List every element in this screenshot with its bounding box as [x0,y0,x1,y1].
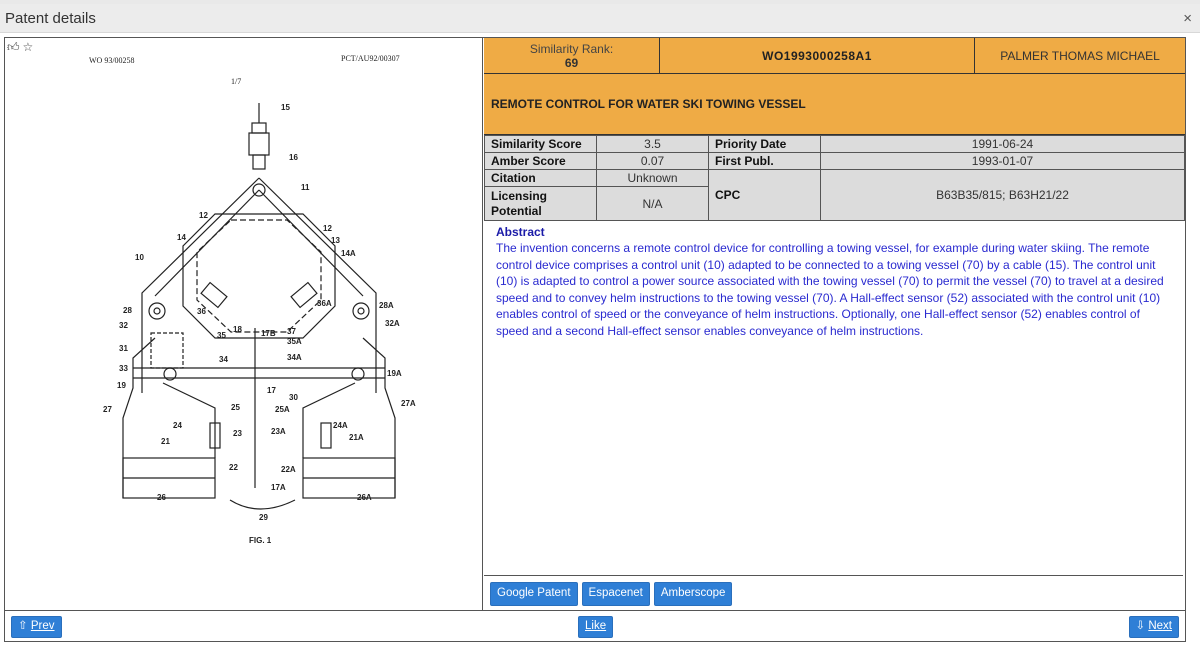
svg-text:28A: 28A [379,301,394,310]
svg-text:17: 17 [267,386,276,395]
svg-text:21: 21 [161,437,170,446]
patent-title-bar [484,74,1185,135]
priority-date-label: Priority Date [709,136,821,153]
abstract-section [484,221,1183,576]
patent-figure [5,38,483,610]
svg-text:36A: 36A [317,299,332,308]
prev-label: Prev [30,620,55,632]
patent-header [484,38,1185,74]
figure-caption: FIG. 1 [249,536,272,545]
close-icon[interactable]: × [1183,10,1192,27]
drawing-actions [7,40,36,55]
svg-text:22A: 22A [281,465,296,474]
svg-text:36: 36 [197,307,206,316]
svg-text:24A: 24A [333,421,348,430]
drawing-header-left: WO 93/00258 [89,56,135,65]
abstract-text: The invention concerns a remote control device for controlling a towing vessel, for example during water skiing. The remote control device comprises a control unit (10) adapted to be connected to a towing vessel (70) by a cable (15). The control unit (10) is adapted to control a power source associated with the towing vessel (70) to permit the vessel (70) to travel at a desired speed and to convey helm instructions to the towing vessel (70). A Hall-effect sensor (52) associated with the control unit (10) enables control of speed or the conveyance of helm instructions. Optionally, one Hall-effect sensor (52) enables control of speed and a second Hall-effect sensor enables conveyance of helm instructions. [496,241,1164,338]
svg-text:23: 23 [233,429,242,438]
licensing-potential-label: Licensing Potential [485,187,597,221]
svg-text:18: 18 [233,325,242,334]
similarity-score-value: 3.5 [597,136,709,153]
svg-text:12: 12 [323,224,332,233]
table-row [485,153,1185,170]
priority-date-value: 1991-06-24 [821,136,1185,153]
svg-text:14A: 14A [341,249,356,258]
cpc-label: CPC [709,170,821,221]
svg-text:14: 14 [177,233,186,242]
device-outline [123,103,395,509]
svg-text:31: 31 [119,344,128,353]
svg-text:34: 34 [219,355,228,364]
svg-text:30: 30 [289,393,298,402]
drawing-header-right: PCT/AU92/00307 [341,54,400,63]
svg-text:27: 27 [103,405,112,414]
window-title: Patent details [5,10,96,27]
cpc-value: B63B35/815; B63H21/22 [821,170,1185,221]
svg-text:11: 11 [301,183,310,192]
svg-text:17B: 17B [261,329,276,338]
svg-text:28: 28 [123,306,132,315]
patent-metadata-table [484,135,1185,221]
citation-value: Unknown [597,170,709,187]
patent-drawing-panel [5,38,483,610]
svg-text:32A: 32A [385,319,400,328]
svg-text:21A: 21A [349,433,364,442]
patent-details-frame [4,37,1186,611]
next-label: Next [1148,620,1172,632]
like-button[interactable] [578,616,613,638]
svg-text:22: 22 [229,463,238,472]
navigation-footer [4,611,1186,642]
amberscope-button[interactable]: Amberscope [654,582,733,606]
up-arrow-icon: ⇧ [18,620,28,632]
svg-text:10: 10 [135,253,144,262]
similarity-score-label: Similarity Score [485,136,597,153]
svg-text:19: 19 [117,381,126,390]
like-label: Like [585,620,607,632]
svg-text:23A: 23A [271,427,286,436]
licensing-potential-value: N/A [597,187,709,221]
down-arrow-icon: ⇩ [1135,620,1146,632]
thumbs-up-icon[interactable]: 👍︎ [7,40,20,54]
next-button[interactable] [1129,616,1180,638]
window-titlebar [0,4,1200,33]
svg-text:29: 29 [259,513,268,522]
svg-text:15: 15 [281,103,290,112]
rank-value: 69 [564,55,579,70]
svg-text:12: 12 [199,211,208,220]
abstract-heading: Abstract [496,225,545,239]
patent-info-panel [484,38,1185,610]
rank-label: Similarity Rank: [529,41,614,56]
svg-text:17A: 17A [271,483,286,492]
table-row [485,136,1185,153]
svg-text:13: 13 [331,236,340,245]
svg-text:16: 16 [289,153,298,162]
amber-score-value: 0.07 [597,153,709,170]
svg-text:37: 37 [287,327,296,336]
svg-text:27A: 27A [401,399,416,408]
svg-text:32: 32 [119,321,128,330]
svg-text:25: 25 [231,403,240,412]
citation-label: Citation [485,170,597,187]
amber-score-label: Amber Score [485,153,597,170]
star-icon[interactable]: ☆ [22,40,34,54]
svg-text:24: 24 [173,421,182,430]
svg-text:26A: 26A [357,493,372,502]
similarity-rank [484,38,660,73]
external-links [490,582,732,606]
espacenet-button[interactable]: Espacenet [582,582,650,606]
svg-text:35: 35 [217,331,226,340]
first-publ-value: 1993-01-07 [821,153,1185,170]
google-patent-button[interactable]: Google Patent [490,582,578,606]
prev-button[interactable] [11,616,62,638]
svg-text:35A: 35A [287,337,302,346]
svg-text:19A: 19A [387,369,402,378]
drawing-sheet-number: 1/7 [231,77,242,86]
svg-text:25A: 25A [275,405,290,414]
table-row [485,170,1185,187]
svg-text:34A: 34A [287,353,302,362]
inventor-name: PALMER THOMAS MICHAEL [1000,48,1160,63]
svg-text:26: 26 [157,493,166,502]
svg-text:33: 33 [119,364,128,373]
first-publ-label: First Publ. [709,153,821,170]
patent-number: WO1993000258A1 [660,38,975,73]
patent-title: REMOTE CONTROL FOR WATER SKI TOWING VESSEL [491,97,806,111]
